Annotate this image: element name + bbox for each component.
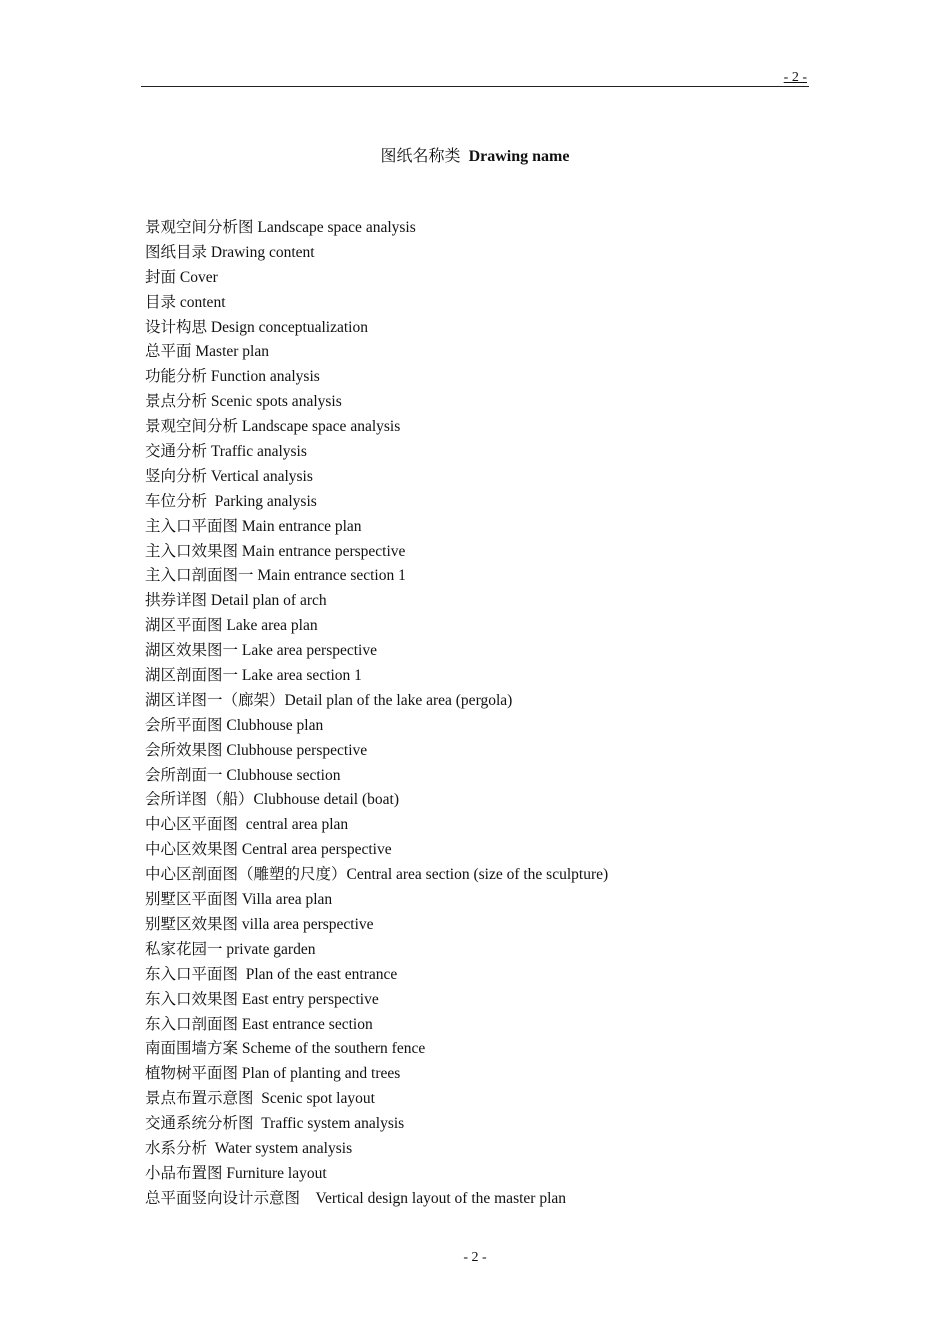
list-item: 湖区平面图 Lake area plan <box>145 617 318 635</box>
list-item: 图纸目录 Drawing content <box>145 243 315 261</box>
list-item: 会所详图（船）Clubhouse detail (boat) <box>145 791 399 809</box>
list-item: 车位分析 Parking analysis <box>145 492 317 510</box>
list-item: 会所平面图 Clubhouse plan <box>145 716 324 734</box>
list-item: 景观空间分析 Landscape space analysis <box>145 418 401 436</box>
list-item: 私家花园一 private garden <box>145 940 316 958</box>
list-item: 会所效果图 Clubhouse perspective <box>145 741 368 759</box>
list-item: 湖区详图一（廊架）Detail plan of the lake area (pergola) <box>145 691 513 709</box>
list-item: 主入口平面图 Main entrance plan <box>145 517 362 535</box>
list-item: 主入口效果图 Main entrance perspective <box>145 542 406 560</box>
list-item: 湖区剖面图一 Lake area section 1 <box>145 667 362 685</box>
list-item: 植物树平面图 Plan of planting and trees <box>145 1065 401 1083</box>
title-chinese: 图纸名称类 <box>380 148 461 165</box>
header-rule <box>141 86 809 87</box>
list-item: 小品布置图 Furniture layout <box>145 1164 327 1182</box>
list-item: 目录 content <box>145 293 226 311</box>
page-title <box>0 143 950 166</box>
list-item: 别墅区效果图 villa area perspective <box>145 915 374 933</box>
list-item: 设计构思 Design conceptualization <box>145 318 368 336</box>
list-item: 主入口剖面图一 Main entrance section 1 <box>145 567 406 585</box>
list-item: 封面 Cover <box>145 268 218 286</box>
list-item: 东入口剖面图 East entrance section <box>145 1015 373 1033</box>
list-item: 水系分析 Water system analysis <box>145 1139 353 1157</box>
title-english: Drawing name <box>468 148 570 165</box>
header-page-number: - 2 - <box>783 70 807 85</box>
list-item: 会所剖面一 Clubhouse section <box>145 766 341 784</box>
list-item: 南面围墙方案 Scheme of the southern fence <box>145 1040 426 1058</box>
drawing-name-list <box>145 216 608 1212</box>
list-item: 交通系统分析图 Traffic system analysis <box>145 1115 405 1133</box>
list-item: 中心区效果图 Central area perspective <box>145 841 392 859</box>
list-item: 中心区剖面图（雕塑的尺度）Central area section (size of the sculpture) <box>145 866 609 884</box>
list-item: 景点布置示意图 Scenic spot layout <box>145 1090 375 1108</box>
list-item: 景点分析 Scenic spots analysis <box>145 393 342 411</box>
list-item: 湖区效果图一 Lake area perspective <box>145 642 377 660</box>
list-item: 交通分析 Traffic analysis <box>145 443 307 461</box>
list-item: 竖向分析 Vertical analysis <box>145 467 313 485</box>
footer-page-number: - 2 - <box>463 1250 487 1265</box>
list-item: 功能分析 Function analysis <box>145 368 320 386</box>
list-item: 东入口效果图 East entry perspective <box>145 990 379 1008</box>
list-item: 中心区平面图 central area plan <box>145 816 349 834</box>
list-item: 别墅区平面图 Villa area plan <box>145 891 333 909</box>
list-item: 景观空间分析图 Landscape space analysis <box>145 219 416 236</box>
list-item: 东入口平面图 Plan of the east entrance <box>145 965 398 983</box>
list-item: 拱券详图 Detail plan of arch <box>145 592 327 610</box>
list-item: 总平面竖向设计示意图 Vertical design layout of the master plan <box>145 1189 567 1207</box>
list-item: 总平面 Master plan <box>145 343 269 361</box>
